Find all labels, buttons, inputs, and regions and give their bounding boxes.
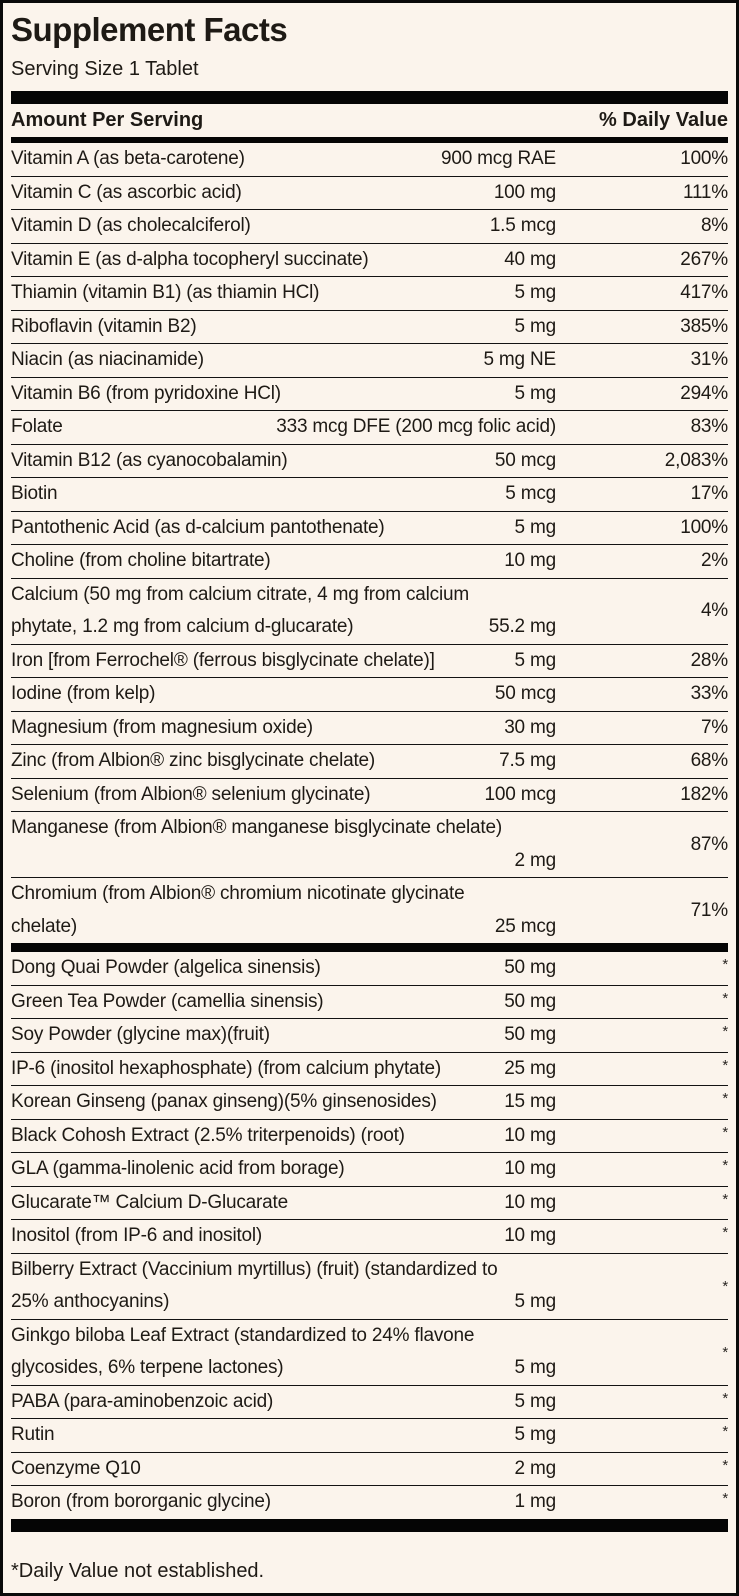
row-line <box>11 1187 556 1220</box>
ingredient-name-continued: phytate, 1.2 mg from calcium d-glucarate) <box>11 616 354 637</box>
ingredient-name: Biotin <box>11 483 58 504</box>
footnote: *Daily Value not established. <box>11 1559 265 1582</box>
ingredient-name: IP-6 (inositol hexaphosphate) (from calcium phytate) <box>11 1057 441 1079</box>
daily-value: * <box>722 1090 728 1107</box>
table-row <box>11 878 728 943</box>
ingredient-amount: 25 mg <box>504 1057 556 1079</box>
daily-value: 17% <box>690 483 728 505</box>
ingredient-amount: 10 mg <box>504 1158 556 1179</box>
ingredient-amount: 5 mg <box>514 1357 556 1378</box>
daily-value: 2,083% <box>664 449 728 471</box>
daily-value: * <box>722 956 728 973</box>
table-row <box>11 745 728 779</box>
row-left <box>11 177 556 210</box>
daily-value: 28% <box>690 649 728 671</box>
row-line <box>11 645 556 678</box>
ingredient-amount: 900 mcg RAE <box>440 148 556 169</box>
row-line <box>11 277 556 310</box>
ingredient-name: Manganese (from Albion® manganese bisglycinate chelate) <box>11 817 502 838</box>
daily-value: 100% <box>680 516 728 538</box>
ingredient-name: Riboflavin (vitamin B2) <box>11 315 197 337</box>
daily-value: 417% <box>680 282 728 304</box>
table-row <box>11 1386 728 1420</box>
daily-value: 8% <box>700 215 728 237</box>
row-left <box>11 143 556 176</box>
ingredient-amount: 100 mg <box>493 181 556 203</box>
row-left <box>11 411 556 444</box>
table-row <box>11 277 728 311</box>
table-row <box>11 378 728 412</box>
row-line <box>11 1019 556 1052</box>
row-left <box>11 277 556 310</box>
ingredient-amount: 5 mg <box>514 315 556 337</box>
ingredient-amount: 5 mg <box>514 282 556 303</box>
table-row <box>11 210 728 244</box>
ingredient-amount: 2 mg <box>514 849 556 871</box>
daily-value: * <box>722 1456 728 1474</box>
table-row <box>11 712 728 746</box>
row-line <box>11 210 556 243</box>
row-line <box>11 878 556 911</box>
ingredient-name-continued: glycosides, 6% terpene lactones) <box>11 1357 284 1378</box>
table-row <box>11 812 728 878</box>
ingredient-name: Vitamin B12 (as cyanocobalamin) <box>11 449 288 471</box>
table-row <box>11 1053 728 1087</box>
daily-value: 294% <box>680 382 728 404</box>
daily-value: 100% <box>680 148 728 170</box>
row-left <box>11 445 556 478</box>
daily-value: * <box>722 1123 728 1141</box>
daily-value: 385% <box>680 315 728 337</box>
daily-value: 87% <box>690 833 728 855</box>
row-left <box>11 712 556 745</box>
ingredient-amount: 50 mg <box>504 957 556 978</box>
row-line <box>11 986 556 1019</box>
row-left <box>11 512 556 545</box>
table-row <box>11 512 728 546</box>
ingredient-amount: 7.5 mg <box>499 750 556 771</box>
row-line <box>11 1486 556 1519</box>
daily-value: 267% <box>680 248 728 270</box>
row-left <box>11 1254 556 1319</box>
daily-value: * <box>722 1277 728 1295</box>
ingredient-amount: 5 mg NE <box>483 349 556 370</box>
row-left <box>11 478 556 511</box>
ingredient-amount: 10 mg <box>504 550 556 571</box>
row-left <box>11 1453 556 1486</box>
row-left <box>11 812 556 877</box>
table-row <box>11 411 728 445</box>
daily-value: * <box>722 1389 728 1407</box>
row-left <box>11 645 556 678</box>
table-row <box>11 1486 728 1519</box>
row-line <box>11 952 556 985</box>
ingredient-name: GLA (gamma-linolenic acid from borage) <box>11 1158 345 1179</box>
row-left <box>11 678 556 711</box>
table-row <box>11 445 728 479</box>
daily-value: 68% <box>690 750 728 772</box>
ingredient-amount: 5 mg <box>514 649 556 671</box>
row-left <box>11 745 556 778</box>
ingredient-amount: 10 mg <box>504 1191 556 1213</box>
row-line <box>11 512 556 545</box>
ingredient-amount: 15 mg <box>504 1091 556 1112</box>
daily-value: 2% <box>700 550 728 572</box>
table-row <box>11 1019 728 1053</box>
ingredient-amount: 2 mg <box>514 1457 556 1479</box>
table-row <box>11 952 728 986</box>
ingredient-name: Calcium (50 mg from calcium citrate, 4 mg from calcium <box>11 583 469 605</box>
row-line <box>11 911 556 944</box>
daily-value: * <box>722 1490 728 1507</box>
table-row <box>11 1419 728 1453</box>
ingredient-name: Chromium (from Albion® chromium nicotinate glycinate <box>11 883 465 904</box>
table-row <box>11 478 728 512</box>
row-line <box>11 311 556 344</box>
row-left <box>11 311 556 344</box>
table-row <box>11 579 728 645</box>
table-row <box>11 1187 728 1221</box>
table-row <box>11 1453 728 1487</box>
table-row <box>11 244 728 278</box>
ingredient-amount: 10 mg <box>504 1225 556 1246</box>
table-row <box>11 545 728 579</box>
row-left <box>11 1486 556 1519</box>
row-line <box>11 1320 556 1353</box>
amount-per-serving-header: Amount Per Serving <box>11 109 204 131</box>
ingredient-amount: 25 mcg <box>494 915 556 937</box>
row-left <box>11 779 556 812</box>
daily-value: * <box>722 1423 728 1440</box>
ingredient-name: Iron [from Ferrochel® (ferrous bisglycinate chelate)] <box>11 649 435 671</box>
row-line <box>11 177 556 210</box>
page-title: Supplement Facts <box>11 11 288 48</box>
ingredient-name: Inositol (from IP-6 and inositol) <box>11 1225 263 1246</box>
table-row <box>11 1254 728 1320</box>
row-left <box>11 1386 556 1419</box>
row-line <box>11 1086 556 1119</box>
table-row <box>11 1220 728 1254</box>
ingredient-name: Vitamin E (as d-alpha tocopheryl succinate) <box>11 248 369 270</box>
row-line <box>11 1220 556 1253</box>
ingredient-name: Vitamin B6 (from pyridoxine HCl) <box>11 382 281 404</box>
row-line <box>11 244 556 277</box>
divider-thick-top <box>11 91 728 104</box>
table-row <box>11 645 728 679</box>
ingredient-amount: 40 mg <box>504 248 556 270</box>
ingredient-amount: 5 mg <box>514 1291 556 1312</box>
table-row <box>11 311 728 345</box>
daily-value: 71% <box>690 899 728 921</box>
ingredient-name: Thiamin (vitamin B1) (as thiamin HCl) <box>11 282 320 303</box>
table-row <box>11 1153 728 1187</box>
row-line <box>11 712 556 745</box>
row-line <box>11 378 556 411</box>
ingredient-amount: 5 mg <box>514 1424 556 1445</box>
ingredient-name: Coenzyme Q10 <box>11 1457 141 1479</box>
ingredient-amount: 5 mg <box>514 1390 556 1412</box>
row-line <box>11 1419 556 1452</box>
ingredient-name: Choline (from choline bitartrate) <box>11 550 271 571</box>
ingredient-name: Soy Powder (glycine max)(fruit) <box>11 1024 270 1045</box>
ingredient-amount: 10 mg <box>504 1124 556 1146</box>
daily-value: 31% <box>690 349 728 371</box>
ingredient-amount: 50 mcg <box>494 683 556 704</box>
row-left <box>11 1086 556 1119</box>
ingredient-name: Bilberry Extract (Vaccinium myrtillus) (fruit) (standardized to <box>11 1258 498 1280</box>
divider-thick-bottom <box>11 1519 728 1532</box>
daily-value-header: % Daily Value <box>599 109 728 131</box>
row-line <box>11 143 556 176</box>
row-line <box>11 411 556 444</box>
ingredient-name: Rutin <box>11 1424 55 1445</box>
ingredient-name: Iodine (from kelp) <box>11 683 156 704</box>
row-line <box>11 1386 556 1419</box>
ingredient-amount: 30 mg <box>504 716 556 738</box>
table-row <box>11 143 728 177</box>
daily-value: * <box>722 1224 728 1241</box>
ingredient-amount: 50 mg <box>504 990 556 1012</box>
row-line <box>11 812 556 845</box>
ingredient-amount: 333 mcg DFE (200 mcg folic acid) <box>276 416 556 437</box>
row-line <box>11 1053 556 1086</box>
row-left <box>11 1187 556 1220</box>
ingredient-name: Vitamin C (as ascorbic acid) <box>11 181 242 203</box>
row-line <box>11 745 556 778</box>
ingredient-name: Ginkgo biloba Leaf Extract (standardized to 24% flavone <box>11 1324 475 1346</box>
ingredient-name-continued: chelate) <box>11 915 77 937</box>
ingredient-name-continued: 25% anthocyanins) <box>11 1291 170 1312</box>
table-row <box>11 678 728 712</box>
ingredient-amount: 1 mg <box>514 1491 556 1512</box>
row-line <box>11 1286 556 1319</box>
row-line <box>11 1120 556 1153</box>
ingredient-name: Black Cohosh Extract (2.5% triterpenoids) (root) <box>11 1124 405 1146</box>
row-left <box>11 545 556 578</box>
row-left <box>11 1053 556 1086</box>
ingredient-name: Boron (from bororganic glycine) <box>11 1491 271 1512</box>
ingredient-amount: 5 mg <box>514 382 556 404</box>
row-left <box>11 378 556 411</box>
row-line <box>11 445 556 478</box>
row-line <box>11 545 556 578</box>
divider-section <box>11 943 728 952</box>
ingredient-name: Pantothenic Acid (as d-calcium pantothenate) <box>11 516 385 538</box>
row-line <box>11 678 556 711</box>
row-line <box>11 845 556 878</box>
ingredient-amount: 100 mcg <box>484 783 556 805</box>
daily-value: * <box>722 989 728 1007</box>
row-left <box>11 952 556 985</box>
row-left <box>11 986 556 1019</box>
row-line <box>11 579 556 612</box>
ingredient-name: Magnesium (from magnesium oxide) <box>11 716 313 738</box>
row-left <box>11 878 556 943</box>
ingredient-amount: 5 mg <box>514 516 556 538</box>
row-left <box>11 210 556 243</box>
ingredient-name: Niacin (as niacinamide) <box>11 349 204 370</box>
row-left <box>11 1220 556 1253</box>
row-line <box>11 611 556 644</box>
table-row <box>11 986 728 1020</box>
daily-value: 7% <box>700 716 728 738</box>
daily-value: * <box>722 1190 728 1208</box>
ingredient-amount: 50 mg <box>504 1024 556 1045</box>
ingredient-name: Korean Ginseng (panax ginseng)(5% ginsenosides) <box>11 1091 437 1112</box>
row-left <box>11 344 556 377</box>
daily-value: * <box>722 1157 728 1174</box>
ingredients-section-botanicals <box>11 952 728 1519</box>
ingredient-amount: 5 mcg <box>505 483 556 504</box>
ingredient-name: Green Tea Powder (camellia sinensis) <box>11 990 324 1012</box>
ingredient-name: PABA (para-aminobenzoic acid) <box>11 1390 274 1412</box>
daily-value: 182% <box>680 783 728 805</box>
daily-value: * <box>722 1343 728 1361</box>
ingredient-name: Glucarate™ Calcium D-Glucarate <box>11 1191 288 1213</box>
row-line <box>11 1352 556 1385</box>
table-row <box>11 1320 728 1386</box>
row-left <box>11 1153 556 1186</box>
row-line <box>11 344 556 377</box>
ingredient-name: Folate <box>11 416 63 437</box>
daily-value: * <box>722 1023 728 1040</box>
row-left <box>11 1320 556 1385</box>
row-line <box>11 1254 556 1287</box>
row-line <box>11 1153 556 1186</box>
row-line <box>11 779 556 812</box>
daily-value: * <box>722 1056 728 1074</box>
row-left <box>11 1120 556 1153</box>
ingredient-amount: 1.5 mcg <box>489 215 556 236</box>
table-header <box>11 104 728 137</box>
ingredient-name: Selenium (from Albion® selenium glycinate) <box>11 783 371 805</box>
row-line <box>11 1453 556 1486</box>
daily-value: 83% <box>690 416 728 438</box>
row-line <box>11 478 556 511</box>
daily-value: 4% <box>700 600 728 621</box>
row-left <box>11 1019 556 1052</box>
ingredient-name: Zinc (from Albion® zinc bisglycinate chelate) <box>11 750 376 771</box>
ingredients-section-vitamins <box>11 143 728 943</box>
ingredient-name: Vitamin D (as cholecalciferol) <box>11 215 251 236</box>
serving-size: Serving Size 1 Tablet <box>11 58 199 80</box>
table-row <box>11 1086 728 1120</box>
ingredient-amount: 55.2 mg <box>488 616 556 637</box>
ingredient-amount: 50 mcg <box>494 449 556 471</box>
table-row <box>11 344 728 378</box>
row-left <box>11 244 556 277</box>
row-left <box>11 579 556 644</box>
table-row <box>11 177 728 211</box>
ingredient-name: Vitamin A (as beta-carotene) <box>11 148 245 169</box>
row-left <box>11 1419 556 1452</box>
ingredient-name: Dong Quai Powder (algelica sinensis) <box>11 957 321 978</box>
table-row <box>11 779 728 813</box>
daily-value: 33% <box>690 683 728 705</box>
daily-value: 111% <box>683 181 728 203</box>
table-row <box>11 1120 728 1154</box>
